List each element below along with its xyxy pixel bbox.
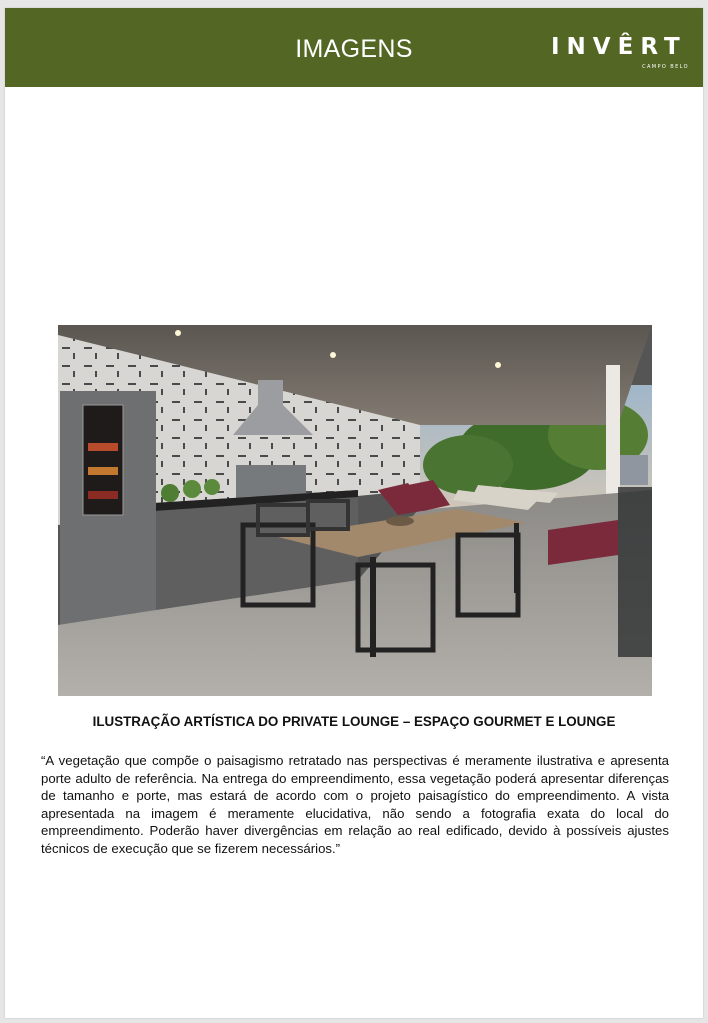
disclaimer-text: “A vegetação que compõe o paisagismo retratado nas perspectivas é meramente ilustrativa e apresenta porte adulto de referência. Na entrega do empreendimento, essa vegetação poderá apresentar diferenças de tamanho e porte, mas estará de acordo com o projeto paisagístico do empreendimento. A vista apresentada na imagem é meramente elucidativa, não sendo a fotografia exata do local do empreendimento. Poderão haver divergências em relação ao real edificado, devido à possíveis ajustes técnicos de execução que se fizerem necessários.” bbox=[41, 753, 669, 856]
invert-logo bbox=[551, 34, 697, 74]
page-title: IMAGENS bbox=[295, 35, 413, 63]
lounge-rendering-image bbox=[58, 325, 652, 696]
logo-wordmark: INVÊRT bbox=[551, 34, 687, 60]
page-header bbox=[5, 8, 703, 87]
document-page bbox=[5, 8, 703, 1018]
logo-subtitle: CAMPO BELO bbox=[642, 64, 689, 70]
image-caption: ILUSTRAÇÃO ARTÍSTICA DO PRIVATE LOUNGE – ESPAÇO GOURMET E LOUNGE bbox=[92, 714, 616, 729]
